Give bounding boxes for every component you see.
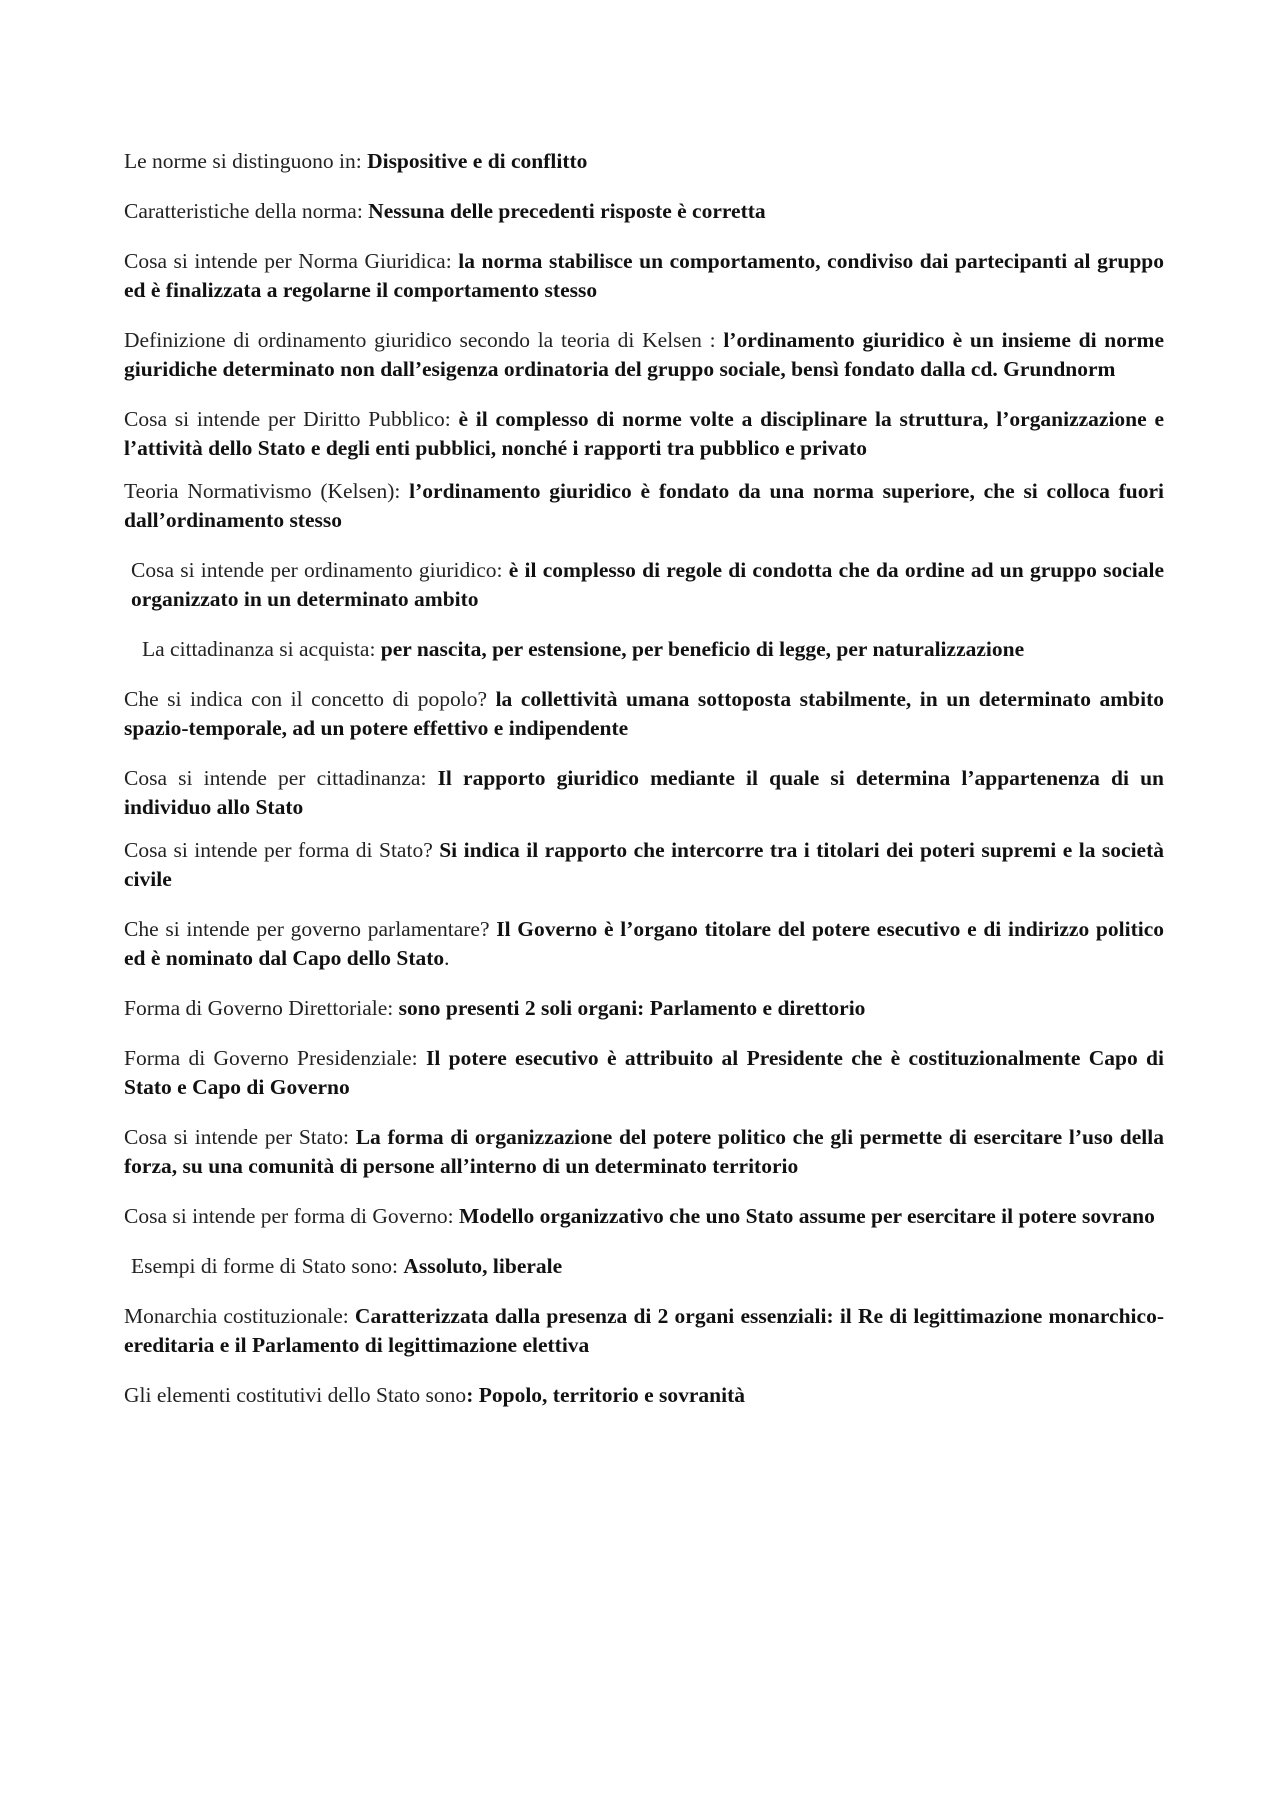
paragraph-governo-parlamentare [124, 915, 1164, 973]
paragraph-norme-distinzione [124, 147, 1164, 176]
question-text: Cosa si intende per forma di Governo: [124, 1204, 459, 1228]
paragraph-monarchia-costituzionale [124, 1302, 1164, 1360]
question-text: Cosa si intende per Diritto Pubblico: [124, 407, 459, 431]
paragraph-governo-presidenziale [124, 1044, 1164, 1102]
answer-text: per nascita, per estensione, per beneficio di legge, per naturalizzazione [380, 637, 1025, 661]
answer-text: Modello organizzativo che uno Stato assume per esercitare il potere sovrano [458, 1204, 1155, 1228]
answer-text: Il rapporto giuridico mediante il quale si determina l’appartenenza di un individuo allo Stato [124, 766, 1165, 819]
answer-text: è il complesso di regole di condotta che da ordine ad un gruppo sociale organizzato in un determinato ambito [131, 558, 1164, 611]
question-text: Teoria Normativismo (Kelsen): [124, 479, 410, 503]
question-text: Monarchia costituzionale: [124, 1304, 355, 1328]
answer-text: l’ordinamento giuridico è fondato da una norma superiore, che si colloca fuori dall’ordinamento stesso [124, 479, 1164, 532]
question-text: Caratteristiche della norma: [124, 199, 369, 223]
answer-text: Il Governo è l’organo titolare del potere esecutivo e di indirizzo politico ed è nominato dal Capo dello Stato [124, 917, 1164, 970]
answer-text: è il complesso di norme volte a disciplinare la struttura, l’organizzazione e l’attività dello Stato e degli enti pubblici, nonché i rapporti tra pubblico e privato [124, 407, 1164, 460]
paragraph-elementi-costitutivi [124, 1381, 1164, 1410]
paragraph-governo-direttoriale [124, 994, 1164, 1023]
answer-text: la norma stabilisce un comportamento, condiviso dai partecipanti al gruppo ed è finalizzata a regolarne il comportamento stesso [124, 249, 1164, 302]
question-text: Che si intende per governo parlamentare? [124, 917, 497, 941]
answer-text: La forma di organizzazione del potere politico che gli permette di esercitare l’uso della forza, su una comunità di persone all’interno di un determinato territorio [124, 1125, 1165, 1178]
answer-text: l’ordinamento giuridico è un insieme di norme giuridiche determinato non dall’esigenza ordinatoria del gruppo sociale, bensì fondato dalla cd. Grundnorm [124, 328, 1164, 381]
paragraph-ordinamento-giuridico [124, 556, 1164, 614]
question-text: Cosa si intende per Stato: [124, 1125, 356, 1149]
paragraph-stato [124, 1123, 1164, 1181]
question-text: La cittadinanza si acquista: [142, 637, 381, 661]
answer-text: Si indica il rapporto che intercorre tra i titolari dei poteri supremi e la società civile [124, 838, 1165, 891]
paragraph-forma-di-governo [124, 1202, 1164, 1231]
document-body [124, 147, 1164, 1431]
answer-text: sono presenti 2 soli organi: Parlamento e direttorio [398, 996, 866, 1020]
paragraph-cittadinanza-acquisto [124, 635, 1164, 664]
question-text: Forma di Governo Presidenziale: [124, 1046, 426, 1070]
trailing-period: . [444, 946, 450, 970]
question-text: Cosa si intende per Norma Giuridica: [124, 249, 459, 273]
paragraph-popolo [124, 685, 1164, 743]
answer-text: Nessuna delle precedenti risposte è corretta [368, 199, 766, 223]
answer-text: Assoluto, liberale [403, 1254, 563, 1278]
question-text: Cosa si intende per forma di Stato? [124, 838, 440, 862]
answer-text: Caratterizzata dalla presenza di 2 organi essenziali: il Re di legittimazione monarchico-ereditaria e il Parlamento di legittimazione elettiva [124, 1304, 1164, 1357]
question-text: Gli elementi costitutivi dello Stato sono [124, 1383, 467, 1407]
question-text: Cosa si intende per ordinamento giuridico: [131, 558, 509, 582]
answer-text: Il potere esecutivo è attribuito al Presidente che è costituzionalmente Capo di Stato e Capo di Governo [124, 1046, 1164, 1099]
question-text: Esempi di forme di Stato sono: [131, 1254, 404, 1278]
paragraph-caratteristiche-norma [124, 197, 1164, 226]
paragraph-forma-di-stato [124, 836, 1164, 894]
paragraph-esempi-forme-stato [124, 1252, 1164, 1281]
paragraph-diritto-pubblico [124, 405, 1164, 463]
paragraph-cittadinanza [124, 764, 1164, 822]
paragraph-norma-giuridica [124, 247, 1164, 305]
question-text: Forma di Governo Direttoriale: [124, 996, 399, 1020]
paragraph-kelsen-definizione [124, 326, 1164, 384]
question-text: Che si indica con il concetto di popolo? [124, 687, 496, 711]
paragraph-normativismo [124, 477, 1164, 535]
question-text: Le norme si distinguono in: [124, 149, 368, 173]
answer-text: la collettività umana sottoposta stabilmente, in un determinato ambito spazio-temporale, ad un potere effettivo e indipendente [124, 687, 1164, 740]
answer-text: Dispositive e di conflitto [367, 149, 588, 173]
answer-text: : Popolo, territorio e sovranità [466, 1383, 746, 1407]
question-text: Cosa si intende per cittadinanza: [124, 766, 438, 790]
question-text: Definizione di ordinamento giuridico secondo la teoria di Kelsen : [124, 328, 724, 352]
